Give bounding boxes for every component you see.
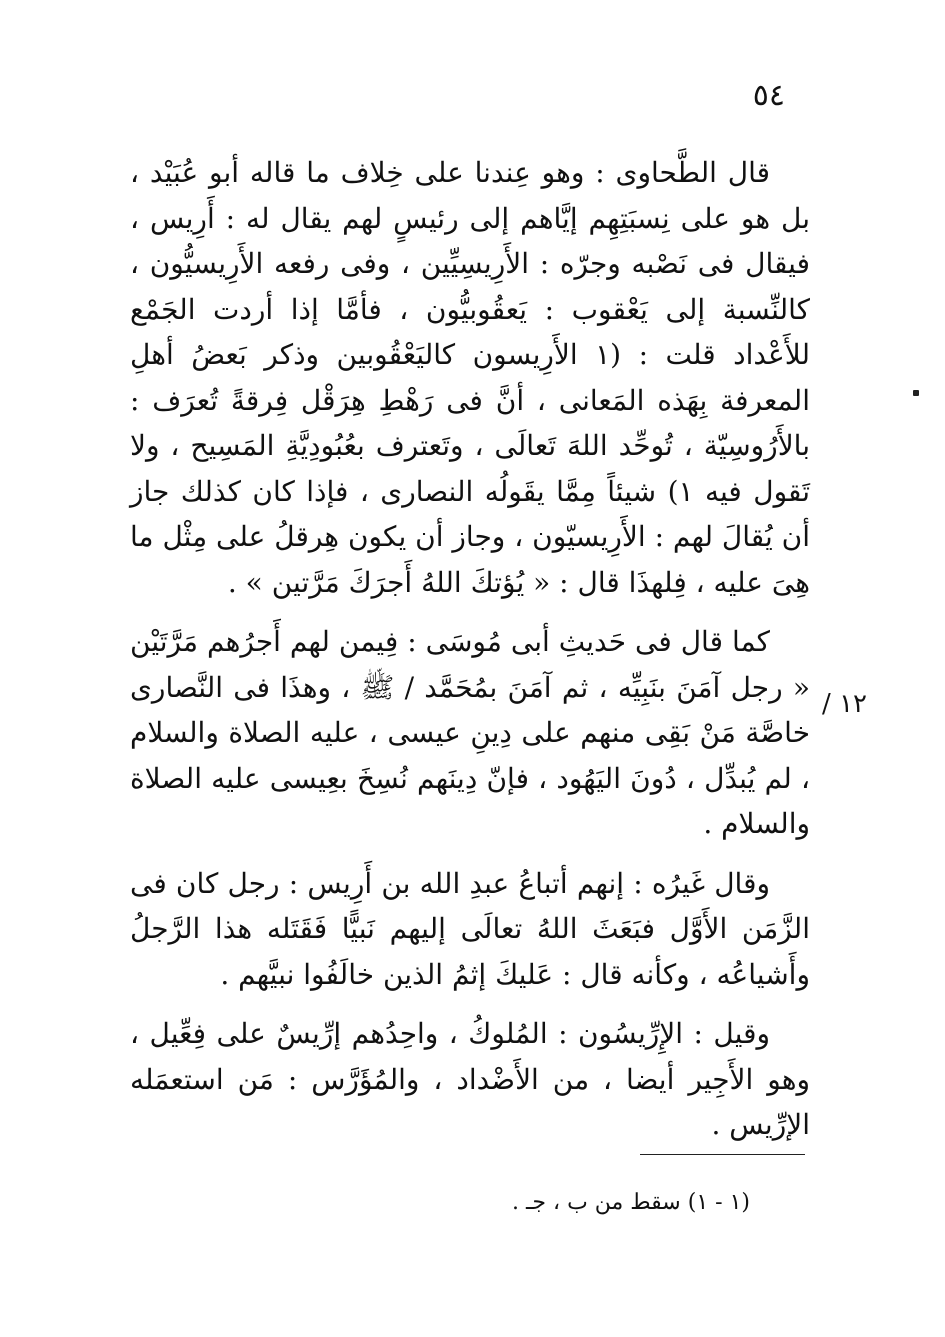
text-line: فِرقةً تُعرَف : بالأَرُوسِيّة ، تُوحِّد اللهَ تَعالَى ، وتَعترف بعُبُودِيَّةِ <box>130 383 810 462</box>
text-line: اليَهُود ، فإنّ دِينَهم نُسِخَ بعِيسى عليه الصلاة والسلام . <box>130 761 810 840</box>
body-text <box>130 150 810 1148</box>
text-line: آمَنَ بنَبِيِّه ، ثم آمَنَ بمُحَمَّد / ﷺ ، وهذَا فى النَّصارى خاصَّة مَنْ <box>130 670 810 749</box>
text-line: ما هِىَ عليه ، فِلهذَا قال : « يُؤتكَ اللهُ أَجرَكَ مَرَّتين » . <box>130 520 810 599</box>
text-line: يَعقُوبيُّون ، فأمَّا إذا أردت الجَمْع للأَعْداد قلت : (١ الأَرِيسون <box>130 292 810 371</box>
text-line: وجرّه : الأَرِيسِيِّين ، وفى رفعه الأَرِيسيُّون ، كالنِّسبة إلى يَعْقوب : <box>130 247 810 326</box>
text-line: كما قال فى حَديثِ أبى مُوسَى : فِيمن لهم أَجرُهم مَرَّتَيْن « رجل <box>130 625 810 704</box>
paragraph-3 <box>130 861 810 998</box>
paragraph-4 <box>130 1011 810 1148</box>
text-line: الأَوَّل فبَعَثَ اللهُ تعالَى إليهم نَبيًّا فَقَتَله هذا الرَّجلُ وأَشياعُه ، وكأنه <box>130 912 810 991</box>
page-number: ٥٤ <box>752 78 785 113</box>
text-line: وقال غَيرُه : إنهم أتباعُ عبدِ الله بن أَرِيس : رجل كان فى الزَّمَن <box>130 866 810 945</box>
paragraph-1 <box>130 150 810 605</box>
margin-folio-reference: ١٢ / <box>822 689 867 719</box>
text-line: كاليَعْقُوبين وذكر بَعضُ أهلِ المعرفة بِهَذه المَعانى ، أنَّ فى رَهْطِ هِرَقْل <box>130 338 810 417</box>
paragraph-2 <box>130 619 810 847</box>
text-line: المَسِيح ، ولا تَقول فيه ١) شيئاً مِمَّا يقَولُه النصارى ، فإذا كان <box>130 429 811 508</box>
text-line: هو على نِسبَتِهِم إيَّاهم إلى رئيسٍ لهم يقال له : أَرِيس ، فيقال فى نَصْبه <box>130 201 811 280</box>
footnote: (١ - ١) سقط من ب ، جـ . <box>511 1190 750 1215</box>
text-line: قال الطَّحاوى : وهو عِندنا على خِلاف ما قاله أبو عُبَيْد ، بل <box>130 156 811 235</box>
text-line: الأَجِير أيضا ، من الأَضْداد ، والمُؤَرَّس : مَن استعمَله الإرِّيس . <box>130 1062 810 1141</box>
text-line: قال : عَليكَ إثمُ الذين خالَفُوا نبيَّهم . <box>220 957 623 991</box>
margin-mark <box>913 390 919 396</box>
text-line: بَقِى منهم على دِينِ عيسى ، عليه الصلاة والسلام ، لم يُبدِّل ، دُونَ <box>130 716 810 795</box>
text-line: كذلك جاز أن يُقالَ لهم : الأَرِيسيّون ، وجاز أن يكون هِرقلُ على مِثْل <box>130 474 810 553</box>
footnote-separator <box>640 1154 805 1155</box>
text-line: وقيل : الإِرِّيسُون : المُلوكُ ، واحِدُهم إرِّيسٌ على فِعِّيل ، وهو <box>130 1017 810 1096</box>
